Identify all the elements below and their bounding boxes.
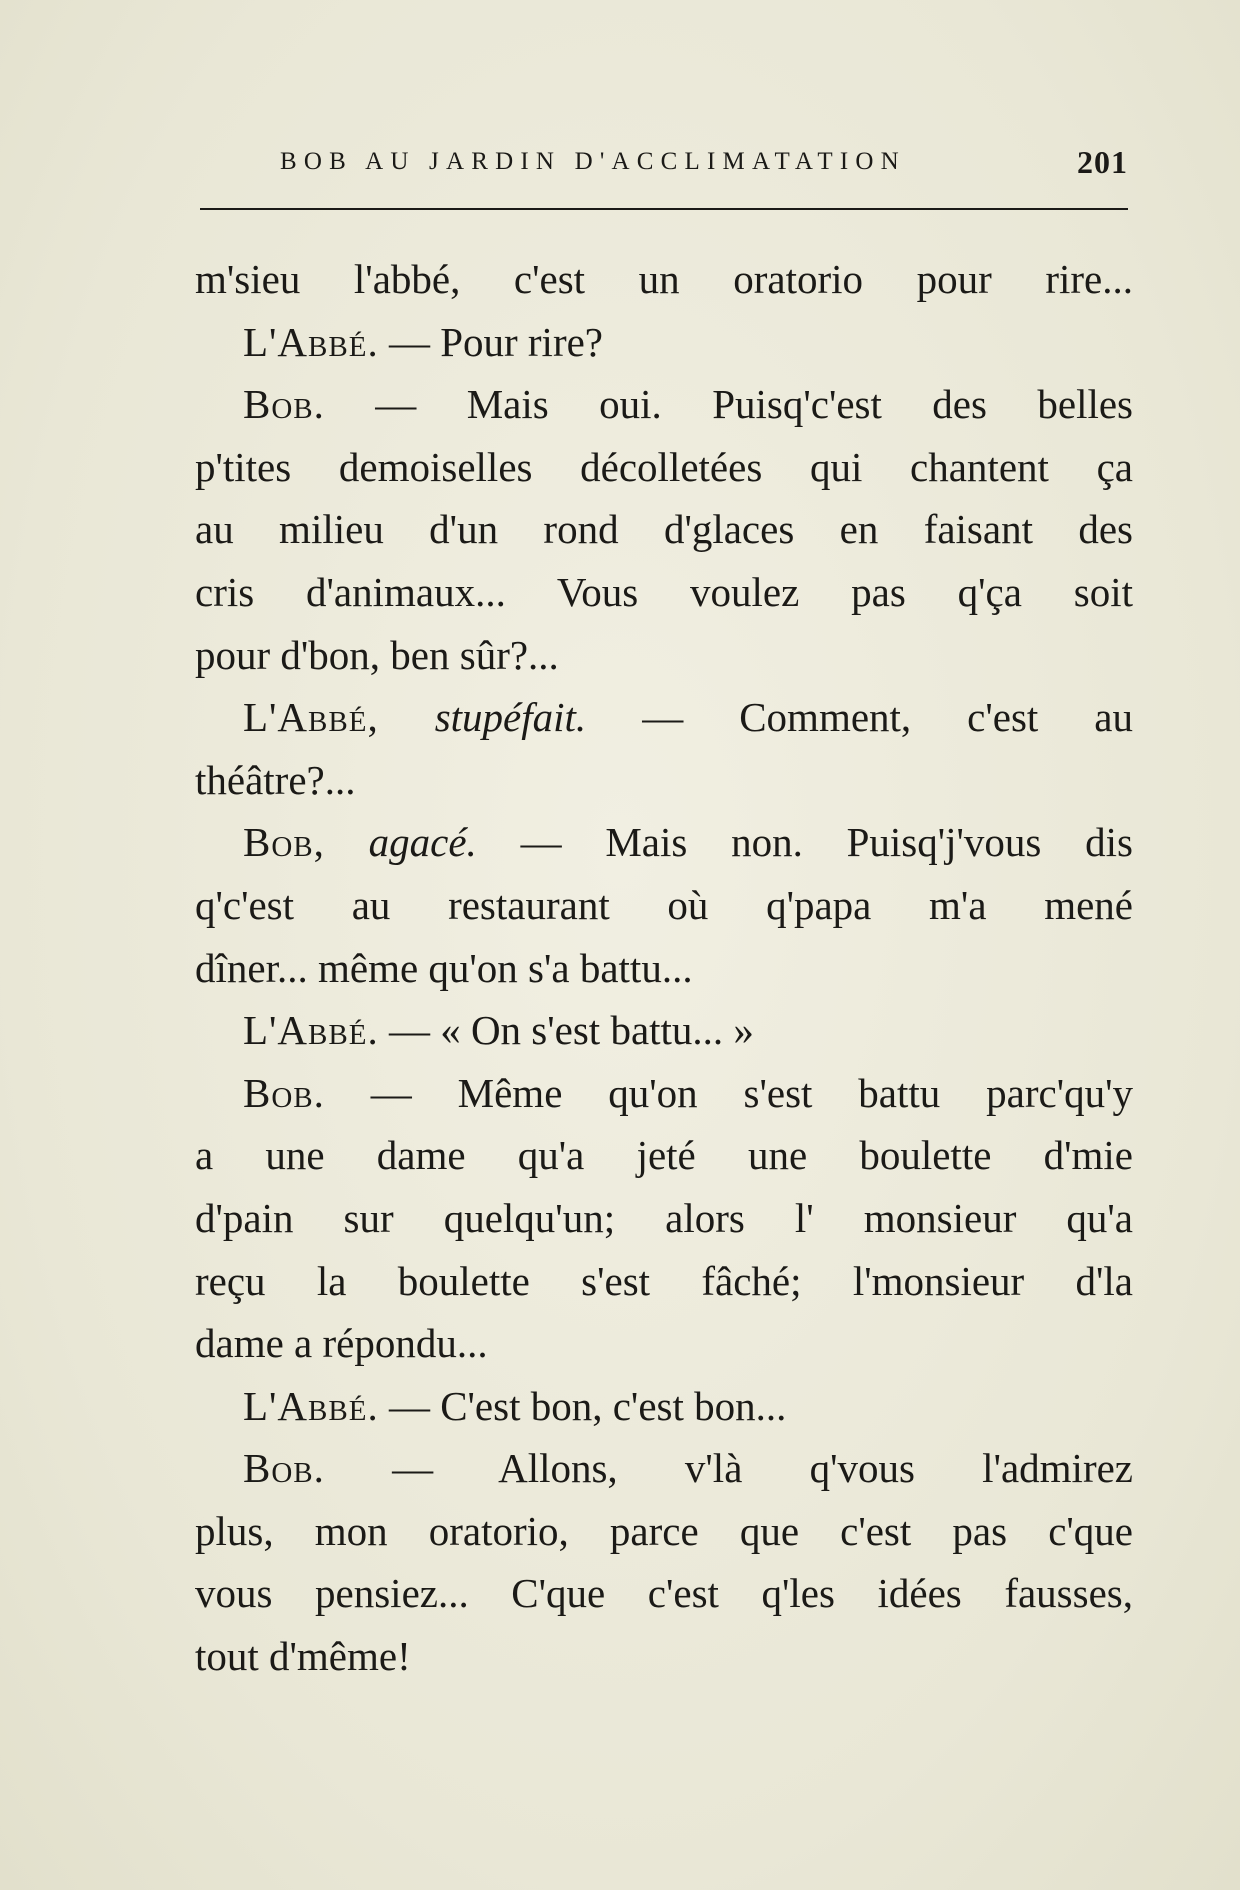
text-line: au milieu d'un rond d'glaces en faisant des <box>195 506 1133 553</box>
text-line: Bob, agacé. — Mais non. Puisq'j'vous dis <box>243 819 1133 866</box>
text-line: tout d'même! <box>195 1633 411 1680</box>
speaker-name: L'Abbé. <box>243 1382 379 1429</box>
text-line: dame a répondu... <box>195 1320 488 1367</box>
text-line: L'Abbé. — Pour rire? <box>243 318 604 365</box>
stage-direction: stupéfait. <box>378 694 587 741</box>
text-line: a une dame qu'a jeté une boulette d'mie <box>195 1132 1133 1179</box>
text-line: L'Abbé. — C'est bon, c'est bon... <box>243 1382 787 1429</box>
speaker-name: L'Abbé. <box>243 318 379 365</box>
text-line: q'c'est au restaurant où q'papa m'a mené <box>195 881 1133 928</box>
text-line: vous pensiez... C'que c'est q'les idées fausses, <box>195 1570 1133 1617</box>
text-line: dîner... même qu'on s'a battu... <box>195 944 693 991</box>
page-number: 201 <box>1077 144 1128 180</box>
speaker-name: Bob. <box>243 1069 325 1116</box>
speaker-name: Bob. <box>243 381 325 428</box>
text-block <box>195 248 1133 1688</box>
text-line: cris d'animaux... Vous voulez pas q'ça soit <box>195 568 1133 615</box>
text-line: pour d'bon, ben sûr?... <box>195 631 559 678</box>
text-line: Bob. — Allons, v'là q'vous l'admirez <box>243 1445 1133 1492</box>
text-line: L'Abbé, stupéfait. — Comment, c'est au <box>243 694 1134 741</box>
running-title: BOB AU JARDIN D'ACCLIMATATION <box>280 148 906 175</box>
text-line: L'Abbé. — « On s'est battu... » <box>243 1007 754 1054</box>
text-line: m'sieu l'abbé, c'est un oratorio pour rire... <box>195 256 1133 302</box>
text-line: Bob. — Même qu'on s'est battu parc'qu'y <box>243 1069 1133 1116</box>
text-line: p'tites demoiselles décolletées qui chantent ça <box>195 443 1133 490</box>
text-line: Bob. — Mais oui. Puisq'c'est des belles <box>243 381 1133 428</box>
text-line: théâtre?... <box>195 756 356 803</box>
header-rule <box>200 208 1128 210</box>
speaker-name: Bob, <box>243 819 325 866</box>
speaker-name: L'Abbé. <box>243 1007 379 1054</box>
text-line: d'pain sur quelqu'un; alors l' monsieur qu'a <box>195 1194 1133 1241</box>
text-line: reçu la boulette s'est fâché; l'monsieur d'la <box>195 1257 1133 1304</box>
speaker-name: Bob. <box>243 1445 325 1492</box>
running-head <box>200 144 1128 188</box>
text-line: plus, mon oratorio, parce que c'est pas c'que <box>195 1507 1133 1554</box>
stage-direction: agacé. <box>324 819 477 866</box>
speaker-name: L'Abbé, <box>243 694 379 741</box>
